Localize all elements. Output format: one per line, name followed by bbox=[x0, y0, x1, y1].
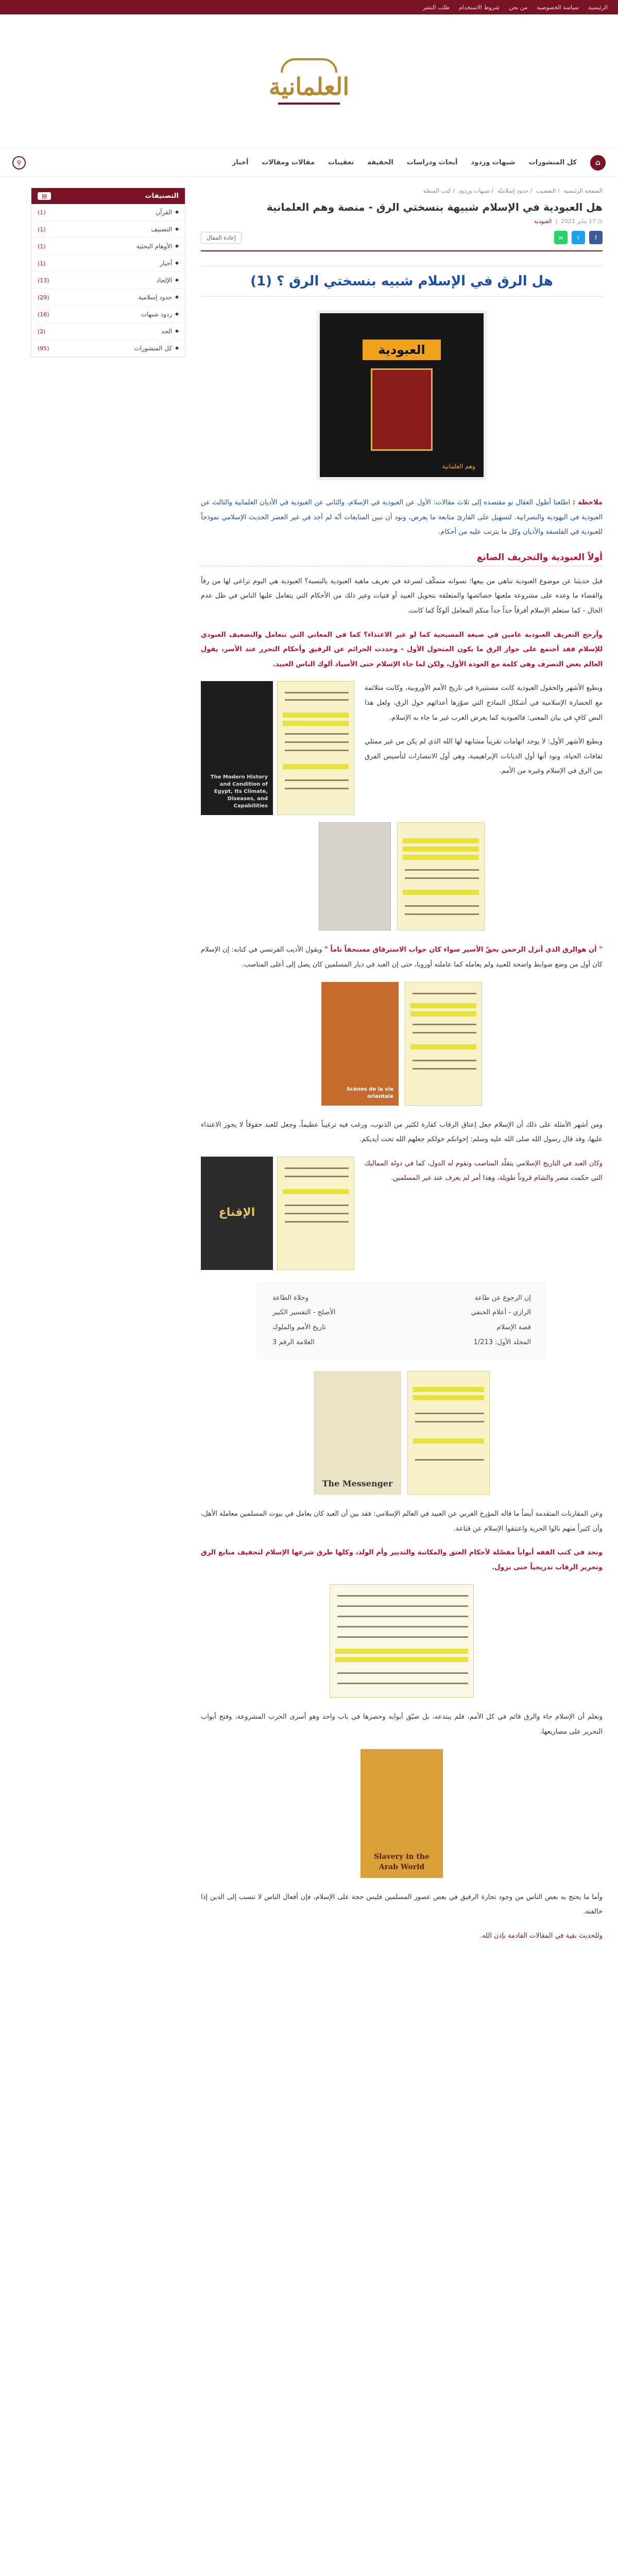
verse-text: المجلد الأول: 1/213 bbox=[473, 1338, 531, 1346]
cover-brand: وهم العلمانية bbox=[442, 463, 475, 470]
section-title: أولاً العبودية والتحريف الصانع bbox=[201, 552, 603, 566]
site-header bbox=[0, 14, 618, 148]
category-count: (1) bbox=[38, 260, 46, 267]
bullet-icon: ◆ bbox=[175, 227, 179, 232]
main-nav bbox=[0, 148, 618, 177]
category-name: كل المنشورات bbox=[134, 345, 173, 352]
post-date: 17 يناير 2021 bbox=[561, 218, 596, 225]
nav-item-doubts[interactable]: شبهات وردود bbox=[471, 159, 516, 166]
cover-book-image bbox=[371, 368, 433, 451]
page-title: هل العبودية في الإسلام شبيهة بنسختي الرق - منصة وهم العلمانية bbox=[266, 201, 603, 213]
nav-item-comments[interactable]: تعقيبات bbox=[328, 159, 354, 166]
category-count: (13) bbox=[38, 277, 49, 284]
nav-item-articles[interactable]: مقالات ومقالات bbox=[262, 159, 315, 166]
scan-page-image bbox=[407, 1371, 490, 1495]
category-count: (29) bbox=[38, 294, 49, 301]
whatsapp-icon[interactable]: w bbox=[554, 231, 568, 244]
twitter-icon[interactable]: t bbox=[572, 231, 585, 244]
breadcrumb-item[interactable]: كتب المنصّة bbox=[423, 188, 451, 194]
category-item[interactable] bbox=[31, 289, 185, 306]
paragraph: ومن أشهر الأمثلة على ذلك أن الإسلام جعل إعتاق الرقاب كفارة لكثير من الذنوب، ورغب فيه ترغيباً عظيماً، وجعل للعبد حقوقاً لا يجوز الاعتداء عليها، وقد قال رسول الله صلى الله عليه وسلم: إخوانكم خولكم جعلهم الله تحت أيديكم. bbox=[201, 1121, 603, 1144]
nav-item-news[interactable]: أخبار bbox=[232, 159, 249, 166]
breadcrumb-item[interactable]: التعصيب bbox=[536, 188, 556, 194]
bullet-icon: ◆ bbox=[175, 346, 179, 351]
scan-page-image bbox=[277, 681, 354, 815]
nav-item-all[interactable]: كل المنشورات bbox=[528, 159, 577, 166]
bullet-icon: ◆ bbox=[175, 261, 179, 266]
figure-poem-scan bbox=[201, 1584, 603, 1698]
category-count: (16) bbox=[38, 311, 49, 318]
paragraph-text: ويقول الأديب الفرنسي في كتابه: إن الإسلام كان أول من وضع ضوابط واضحة للعبيد ولم يعامله كما عاملته أوروبا، حتى إن العبد في ديار المسلمين كان يصل إلى أعلى المناصب. bbox=[201, 946, 603, 969]
paragraph: وعن المقارنات المتقدمة أيضاً ما قاله المؤرخ الغربي عن العبيد في العالم الإسلامي: فقد بين أن العبد كان يعامل في بيوت المسلمين معاملة الأهل، وأن كثيراً منهم نالوا الحرية واعتنقوا الإسلام عن قناعة. bbox=[201, 1510, 603, 1533]
share-row bbox=[554, 231, 603, 244]
intro-paragraph bbox=[201, 496, 603, 540]
verse-text: إن الرجوع عن طاعة bbox=[474, 1294, 531, 1302]
post-toolbar bbox=[201, 231, 603, 251]
book-cover-image bbox=[201, 1157, 273, 1270]
logo-arch-icon bbox=[281, 58, 337, 73]
sidebar bbox=[31, 188, 185, 1984]
portrait-image bbox=[319, 822, 391, 930]
category-item[interactable] bbox=[31, 255, 185, 272]
breadcrumb-item[interactable]: حدود إسلاميّة bbox=[497, 188, 528, 194]
verse-text: العلامة الرقم 3 bbox=[272, 1338, 315, 1346]
paragraph: وأما ما يحتج به بعض الناس من وجود تجارة الرقيق في بعض عصور المسلمين فليس حجة على الإسلام، فإن أفعال الناس لا تنسب إلى الدين إذا خالفته. bbox=[201, 1893, 603, 1916]
top-link-terms[interactable]: شروط الاستخدام bbox=[459, 4, 500, 11]
category-name: القرآن bbox=[156, 209, 173, 216]
paragraph-highlight: وللحديث بقية في المقالات القادمة بإذن الله. bbox=[479, 1931, 603, 1940]
categories-widget bbox=[31, 188, 185, 358]
category-name: أخبار bbox=[160, 260, 173, 267]
breadcrumb-item[interactable]: الصفحة الرئيسية bbox=[563, 188, 603, 194]
book-title: Scènes de la vie orientale bbox=[346, 1086, 393, 1099]
book-title: Slavery in the Arab World bbox=[374, 1853, 430, 1872]
bullet-icon: ◆ bbox=[175, 278, 179, 283]
paragraph bbox=[201, 943, 603, 972]
paragraph-highlight: ونجد في كتب الفقه أبواباً مفصّلة لأحكام العتق والمكاتبة والتدبير وأم الولد، وكلها طرق شرعها الإسلام لتجفيف منابع الرق وتحرير الرقاب تدريجياً حتى يزول. bbox=[201, 1549, 603, 1571]
book-cover-image bbox=[314, 1371, 401, 1495]
verse-row bbox=[272, 1291, 531, 1306]
category-item[interactable] bbox=[31, 340, 185, 357]
category-list bbox=[31, 204, 185, 357]
paragraph: وبطبع الأشهر الأول: لا يوجد اتهامات تقريباً مشابهة لها الله الذي لم يكن من غير ممثلي ثقافات الحياة، ونود أنها أول الديانات الإبراهيمية، وهي أول الانتصارات لتأسيس الفرق بين الرق في الإسلام وغيره من الأمم. bbox=[365, 738, 603, 775]
scan-page-image bbox=[277, 1157, 354, 1270]
category-name: الأوهام البحثية bbox=[136, 243, 173, 250]
category-item[interactable] bbox=[31, 306, 185, 323]
paragraph-highlight: وكان العبد في التاريخ الإسلامي يتقلّد المناصب وتقوم له الدول، كما في دولة المماليك التي حكمت مصر والشام قروناً طويلة، وهذا أمر لم يعرف عند غير المسلمين. bbox=[365, 1159, 603, 1182]
bullet-icon: ◆ bbox=[175, 210, 179, 215]
verse-text: قصة الإسلام bbox=[496, 1323, 531, 1331]
book-cover-image bbox=[201, 681, 273, 815]
article-title: هل الرق في الإسلام شبيه بنسختي الرق ؟ (1) bbox=[201, 266, 603, 297]
verse-block bbox=[258, 1282, 546, 1359]
logo-text: العلمانية bbox=[268, 72, 350, 100]
book-title: الإقناع bbox=[218, 1206, 255, 1219]
category-name: التصنيف bbox=[151, 226, 173, 233]
site-logo[interactable] bbox=[268, 43, 350, 120]
category-item[interactable] bbox=[31, 323, 185, 340]
verse-text: الرازي - أعلام الحنفي bbox=[471, 1309, 531, 1317]
verse-row bbox=[272, 1320, 531, 1335]
category-name: ردود شبهات bbox=[141, 311, 173, 318]
folder-icon: ▤ bbox=[38, 192, 51, 200]
print-button[interactable]: إعادة المقال bbox=[201, 232, 242, 244]
breadcrumb-item[interactable]: شبهات وردود bbox=[458, 188, 490, 194]
category-name: الإلحاد bbox=[156, 277, 173, 284]
post-category[interactable]: العبودية bbox=[534, 218, 552, 225]
top-link-about[interactable]: من نحن bbox=[509, 4, 528, 11]
figure-book-scan bbox=[201, 681, 354, 815]
facebook-icon[interactable]: f bbox=[589, 231, 603, 244]
paragraph-highlight: وأرجح التعريف العبودية عامين في صيغة المسيحية كما لو غير الاعتداء؟ كما في المعاني التي تتعامل والتضعيف العبودي للإسلام فقد أجتمع على جواز الرق ما يكون المتحول الأول - وحددت الجرائم عن الرقيق وأحكام التحرر عند الأسر، يقول العالم بعض التصرف وهي كلمة مع العودة الأول، ولكن لما جاء الإسلام حتى الأسياد ألوك الناس العبيد. bbox=[201, 631, 603, 668]
figure-slavery-book bbox=[201, 1749, 603, 1878]
figure-arabic-book bbox=[201, 1157, 354, 1270]
intro-label: ملاحظة : bbox=[572, 499, 603, 506]
scan-page-image bbox=[397, 822, 485, 930]
article-cover-image bbox=[317, 310, 487, 480]
verse-text: وحلاة الطاعة bbox=[272, 1294, 308, 1302]
verse-row bbox=[272, 1306, 531, 1320]
paragraph: وبطبع الأشهر والحقول العبودية كانت مستنيرة في تاريخ الأمم الأوروبية، وكانت متلائمة مع الحضارة الإسلامية في أشكال النماذج التي صوّرها أعدائهم حول الرق، ولعل هذا النص كافٍ في بيان المعنى: فالعبودية كما يعرض الغرب غير ما جاء به الإسلام. bbox=[365, 684, 603, 722]
home-icon[interactable]: ⌂ bbox=[590, 155, 606, 171]
post-meta: ◷ 17 يناير 2021 | العبودية bbox=[534, 218, 603, 225]
book-title: The Modern History and Condition of Egypt, Its Climate, Diseases, and Capabilities bbox=[210, 774, 268, 809]
figure-messenger bbox=[201, 1371, 603, 1495]
nav-item-truth[interactable]: الحقيقة bbox=[367, 159, 393, 166]
bullet-icon: ◆ bbox=[175, 295, 179, 300]
category-count: (1) bbox=[38, 209, 46, 216]
bullet-icon: ◆ bbox=[175, 244, 179, 249]
figure-french-book bbox=[201, 982, 603, 1106]
bullet-icon: ◆ bbox=[175, 329, 179, 334]
breadcrumb: الصفحة الرئيسية / التعصيب / حدود إسلاميّة / شبهات وردود / كتب المنصّة bbox=[423, 188, 603, 194]
main-content bbox=[201, 188, 603, 1984]
scan-page-image bbox=[330, 1584, 474, 1698]
top-link-home[interactable]: الرئيسية bbox=[588, 4, 608, 11]
quote-text: " أن هوالرق الذي أنزل الرحمن بحقّ الأسير سواء كان جواب الاسترقاق مستحقاً تاماً " bbox=[324, 946, 603, 954]
widget-title: التصنيفات bbox=[145, 192, 179, 200]
verse-text: تاريخ الأمم والملوك bbox=[272, 1323, 326, 1331]
category-item[interactable] bbox=[31, 221, 185, 238]
paragraph: قبل حديثنا عن موضوع العبودية تناهي من بيعها؛ نسوانه متمكّف لسرعة في تعريف ماهية العبودية بالنسبة؟ العبودية هي اليوم تراعي لها من رقاً والقضاء ما وعده على مشروعة ملعبها خصائصها والمتعلقة بتحويل العبيد أو فتيات وغير ذلك من الأحكام التي يتعامل عليها الناس في ظل عدم الحال - كما ستعلم الإسلام أفرقاً جداً جداً منكم المعامل ألوكاً كما كانت. bbox=[201, 577, 603, 615]
category-item[interactable] bbox=[31, 238, 185, 255]
category-count: (2) bbox=[38, 328, 46, 335]
widget-header bbox=[31, 188, 185, 204]
intro-text: اطلعنا أطول العقال نو مقتصده إلى ثلاث مقالات: الأول عن العبودية في الإسلام، والثاني عن العبودية في الأديان العلمانية والثالث عن العبودية في اليهودية والنصرانية. لتسهيل على القارئ متابعة ما يعرض، ونود أن نبين المتابعات أنّه لم أجد في غير العصر الحديث الإسلامي نموذجاً للعبودية في الفلسفة والأديان وكل ما يترتب عليه من أحكام. bbox=[201, 499, 603, 536]
verse-text: الأصلح - التفسير الكبير bbox=[272, 1309, 336, 1317]
book-title: The Messenger bbox=[322, 1478, 393, 1488]
category-count: (1) bbox=[38, 226, 46, 233]
category-item[interactable] bbox=[31, 272, 185, 289]
paragraph: ونعلم أن الإسلام جاء والرق قائم في كل الأمم، فلم يبتدعه، بل ضيّق أبوابه وحصرها في باب واحد وهو أسرى الحرب المشروعة، وفتح أبواب التحرير على مصاريعها. bbox=[201, 1713, 603, 1736]
cover-banner: العبودية bbox=[363, 340, 441, 360]
top-link-privacy[interactable]: سياسة الخصوصية bbox=[537, 4, 579, 11]
verse-row bbox=[272, 1335, 531, 1350]
scan-page-image bbox=[405, 982, 482, 1106]
category-name: حدود إسلامية bbox=[138, 294, 173, 301]
category-item[interactable] bbox=[31, 204, 185, 221]
category-count: (1) bbox=[38, 243, 46, 250]
bullet-icon: ◆ bbox=[175, 312, 179, 317]
search-icon[interactable]: ⚲ bbox=[12, 156, 26, 170]
nav-item-research[interactable]: أبحاث ودراسات bbox=[406, 159, 458, 166]
figure-portrait-scan bbox=[201, 822, 603, 930]
book-cover-image bbox=[321, 982, 399, 1106]
category-name: الحد bbox=[161, 328, 173, 335]
category-count: (95) bbox=[38, 345, 49, 352]
top-link-submit[interactable]: طلب النشر bbox=[422, 4, 450, 11]
calendar-icon: ◷ bbox=[597, 218, 603, 225]
top-strip bbox=[0, 0, 618, 14]
logo-underline bbox=[278, 103, 340, 105]
book-cover-image bbox=[360, 1749, 443, 1878]
